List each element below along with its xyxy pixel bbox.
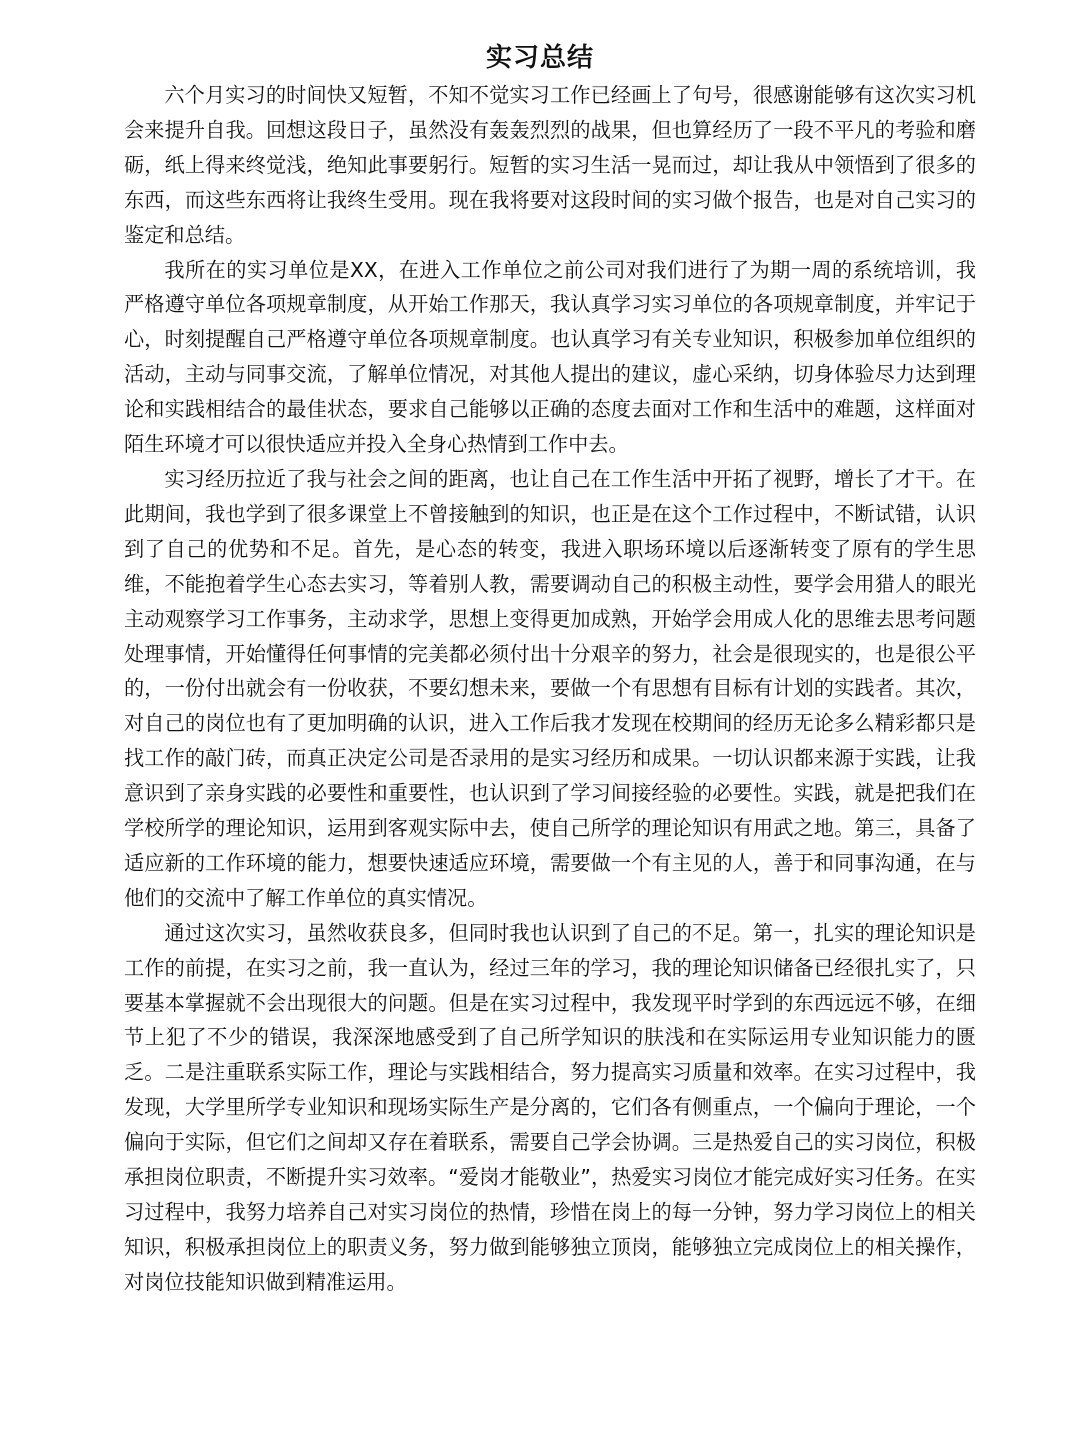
paragraph-4: 通过这次实习，虽然收获良多，但同时我也认识到了自己的不足。第一，扎实的理论知识是工作的前提，在实习之前，我一直认为，经过三年的学习，我的理论知识储备已经很扎实了，只要基本掌握就不会出现很大的问题。但是在实习过程中，我发现平时学到的东西远远不够，在细节上犯了不少的错误，我深深地感受到了自己所学知识的肤浅和在实际运用专业知识能力的匮乏。二是注重联系实际工作，理论与实践相结合，努力提高实习质量和效率。在实习过程中，我发现，大学里所学专业知识和现场实际生产是分离的，它们各有侧重点，一个偏向于理论，一个偏向于实际，但它们之间却又存在着联系，需要自己学会协调。三是热爱自己的实习岗位，积极承担岗位职责，不断提升实习效率。“爱岗才能敬业”，热爱实习岗位才能完成好实习任务。在实习过程中，我努力培养自己对实习岗位的热情，珍惜在岗上的每一分钟，努力学习岗位上的相关知识，积极承担岗位上的职责义务，努力做到能够独立顶岗，能够独立完成岗位上的相关操作，对岗位技能知识做到精准运用。 [124, 920, 976, 1294]
paragraph-2: 我所在的实习单位是XX，在进入工作单位之前公司对我们进行了为期一周的系统培训，我严格遵守单位各项规章制度，从开始工作那天，我认真学习实习单位的各项规章制度，并牢记于心，时刻提醒自己严格遵守单位各项规章制度。也认真学习有关专业知识，积极参加单位组织的活动，主动与同事交流，了解单位情况，对其他人提出的建议，虚心采纳，切身体验尽力达到理论和实践相结合的最佳状态，要求自己能够以正确的态度去面对工作和生活中的难题，这样面对陌生环境才可以很快适应并投入全身心热情到工作中去。 [124, 257, 976, 457]
document-title: 实习总结 [485, 43, 594, 73]
paragraph-1: 六个月实习的时间快又短暂，不知不觉实习工作已经画上了句号，很感谢能够有这次实习机会来提升自我。回想这段日子，虽然没有轰轰烈烈的战果，但也算经历了一段不平凡的考验和磨砺，纸上得来终觉浅，绝知此事要躬行。短暂的实习生活一晃而过，却让我从中领悟到了很多的东西，而这些东西将让我终生受用。现在我将要对这段时间的实习做个报告，也是对自己实习的鉴定和总结。 [124, 83, 976, 247]
document-body [124, 78, 976, 1300]
paragraph-3: 实习经历拉近了我与社会之间的距离，也让自己在工作生活中开拓了视野，增长了才干。在此期间，我也学到了很多课堂上不曾接触到的知识，也正是在这个工作过程中，不断试错，认识到了自己的优势和不足。首先，是心态的转变，我进入职场环境以后逐渐转变了原有的学生思维，不能抱着学生心态去实习，等着别人教，需要调动自己的积极主动性，要学会用猎人的眼光主动观察学习工作事务，主动求学，思想上变得更加成熟，开始学会用成人化的思维去思考问题处理事情，开始懂得任何事情的完美都必须付出十分艰辛的努力，社会是很现实的，也是很公平的，一份付出就会有一份收获，不要幻想未来，要做一个有思想有目标有计划的实践者。其次，对自己的岗位也有了更加明确的认识，进入工作后我才发现在校期间的经历无论多么精彩都只是找工作的敲门砖，而真正决定公司是否录用的是实习经历和成果。一切认识都来源于实践，让我意识到了亲身实践的必要性和重要性，也认识到了学习间接经验的必要性。实践，就是把我们在学校所学的理论知识，运用到客观实际中去，使自己所学的理论知识有用武之地。第三，具备了适应新的工作环境的能力，想要快速适应环境，需要做一个有主见的人，善于和同事沟通，在与他们的交流中了解工作单位的真实情况。 [124, 466, 976, 910]
